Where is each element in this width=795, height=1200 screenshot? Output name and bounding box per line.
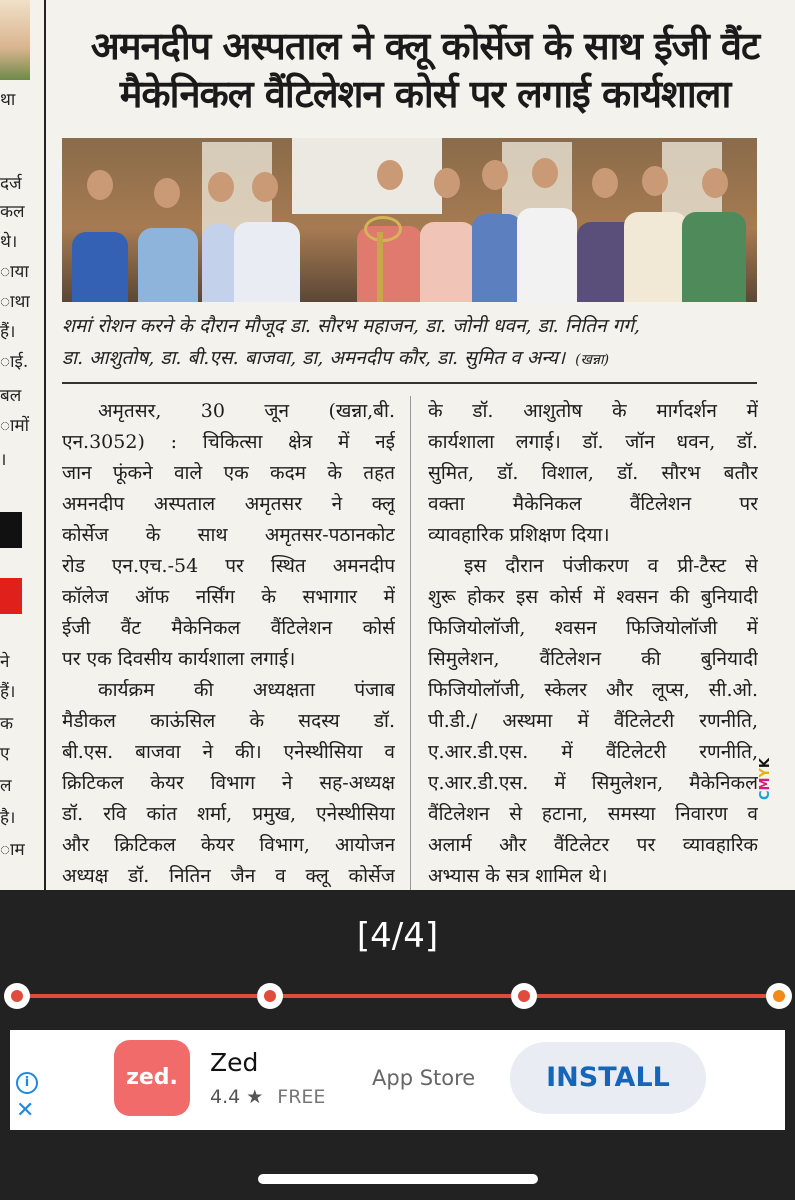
side-fragment: ल xyxy=(0,776,12,796)
side-fragment: क xyxy=(0,714,14,734)
install-button[interactable]: INSTALL xyxy=(510,1042,706,1114)
side-fragment: है। xyxy=(0,808,16,828)
column-line: सिमुलेशन, वैंटिलेशन की बुनियादी xyxy=(428,648,758,670)
column-divider xyxy=(410,396,411,890)
black-block xyxy=(0,512,22,548)
column-line: पी.डी./ अस्थमा में वैंटिलेटरी रणनीति, xyxy=(428,710,758,732)
column-line: क्रिटिकल केयर विभाग ने सह-अध्यक्ष xyxy=(62,772,395,794)
side-fragment: ए xyxy=(0,744,10,764)
column-line: ईजी वैंट मैकेनिकल वैंटिलेशन कोर्स xyxy=(62,617,395,639)
side-fragment: । xyxy=(0,450,7,470)
caption-divider xyxy=(62,382,757,384)
side-fragment: ामों xyxy=(0,416,30,436)
column-line: पर एक दिवसीय कार्यशाला लगाई। xyxy=(62,648,296,670)
column-line: बी.एस. बाजवा ने की। एनेस्थीसिया व xyxy=(62,741,395,763)
column-line: शुरू होकर इस कोर्स में श्वसन की बुनियादी xyxy=(428,586,758,608)
info-icon[interactable]: i xyxy=(16,1072,38,1094)
app-icon[interactable]: zed. xyxy=(114,1040,190,1116)
app-price: FREE xyxy=(277,1086,326,1108)
caption-credit: (खन्ना) xyxy=(575,352,610,368)
column-line: सुमित, डॉ. विशाल, डॉ. सौरभ बतौर xyxy=(428,462,758,484)
side-fragment: ाथा xyxy=(0,292,30,312)
headline-line-1: अमनदीप अस्पताल ने क्लू कोर्सेज के साथ ईजी वैंट xyxy=(90,24,760,68)
column-line: ए.आर.डी.एस. में सिमुलेशन, मैकेनिकल xyxy=(428,772,758,794)
column-line: अलार्म और वैंटिलेटर पर व्यावहारिक xyxy=(428,834,758,856)
article-photo xyxy=(62,138,757,302)
page-dot-1[interactable] xyxy=(4,983,30,1009)
column-line: कॉलेज ऑफ नर्सिंग के सभागार में xyxy=(62,586,395,608)
red-block xyxy=(0,578,22,614)
side-fragment: ने xyxy=(0,652,10,672)
side-fragment: कल xyxy=(0,202,25,222)
page-slider-track[interactable] xyxy=(17,994,779,998)
column-line: एन.3052) : चिकित्सा क्षेत्र में नई xyxy=(62,431,395,453)
column-line: डॉ. रवि कांत शर्मा, प्रमुख, एनेस्थीसिया xyxy=(62,803,395,825)
page-dot-2[interactable] xyxy=(257,983,283,1009)
column-line: व्यावहारिक प्रशिक्षण दिया। xyxy=(428,524,610,546)
side-fragment: बल xyxy=(0,386,22,406)
side-fragment: हैं। xyxy=(0,322,16,342)
column-line: रोड एन.एच.-54 पर स्थित अमनदीप xyxy=(62,555,395,577)
column-line: कोर्सेज के साथ अमृतसर-पठानकोट xyxy=(62,524,395,546)
column-line: फिजियोलॉजी, श्वसन फिजियोलॉजी में xyxy=(428,617,758,639)
column-line: मैडीकल काऊंसिल के सदस्य डॉ. xyxy=(62,710,395,732)
side-fragment: ाई. xyxy=(0,352,29,372)
close-icon[interactable]: ✕ xyxy=(16,1098,35,1123)
rating-value: 4.4 ★ xyxy=(210,1086,264,1108)
column-line: अध्यक्ष डॉ. नितिन जैन व क्लू कोर्सेज xyxy=(62,865,395,887)
column-line: के डॉ. आशुतोष के मार्गदर्शन में xyxy=(428,400,758,422)
store-label: App Store xyxy=(372,1066,476,1090)
column-line: कार्यक्रम की अध्यक्षता पंजाब xyxy=(98,679,395,701)
side-fragment: हैं। xyxy=(0,682,16,702)
page-counter: [4/4] xyxy=(356,916,439,956)
page-dot-4-current[interactable] xyxy=(766,983,792,1009)
column-line: वक्ता मैकेनिकल वैंटिलेशन पर xyxy=(428,493,758,515)
thumbnail-photo xyxy=(0,0,30,80)
home-indicator[interactable] xyxy=(258,1174,538,1184)
cmyk-print-mark: CMYK xyxy=(758,758,773,800)
column-line: कार्यशाला लगाई। डॉ. जॉन धवन, डॉ. xyxy=(428,431,758,453)
side-fragment: ाया xyxy=(0,262,29,282)
article-column-1 xyxy=(62,396,395,890)
article-column-2 xyxy=(428,396,758,890)
column-line: अमृतसर, 30 जून (खन्ना,बी. xyxy=(98,400,395,422)
column-line: ए.आर.डी.एस. में वैंटिलेटरी रणनीति, xyxy=(428,741,758,763)
caption-line-2: डा. आशुतोष, डा. बी.एस. बाजवा, डा, अमनदीप कौर, डा. सुमित व अन्य। (खन्ना) xyxy=(62,347,610,369)
side-fragment: दर्ज xyxy=(0,174,22,194)
column-line: और क्रिटिकल केयर विभाग, आयोजन xyxy=(62,834,395,856)
column-line: वैंटिलेशन से हटाना, समस्या निवारण व xyxy=(428,803,758,825)
app-name: Zed xyxy=(210,1048,259,1077)
headline-line-2: मैकेनिकल वैंटिलेशन कोर्स पर लगाई कार्यशाला xyxy=(119,72,731,116)
side-fragment: ाम xyxy=(0,840,25,860)
app-rating xyxy=(210,1086,325,1108)
ad-banner[interactable] xyxy=(10,1030,785,1130)
article-headline xyxy=(60,22,790,118)
side-fragment: थे। xyxy=(0,232,18,252)
column-line: इस दौरान पंजीकरण व प्री-टैस्ट से xyxy=(464,555,758,577)
column-line: अमनदीप अस्पताल अमृतसर ने क्लू xyxy=(62,493,395,515)
column-line: फिजियोलॉजी, स्केलर और लूप्स, सी.ओ. xyxy=(428,679,758,701)
page-dot-3[interactable] xyxy=(511,983,537,1009)
side-fragment: था xyxy=(0,90,16,110)
caption-line-1: शमां रोशन करने के दौरान मौजूद डा. सौरभ महाजन, डा. जोनी धवन, डा. नितिन गर्ग, xyxy=(62,315,640,337)
column-line: जान फूंकने वाले एक कदम के तहत xyxy=(62,462,395,484)
column-line: अभ्यास के सत्र शामिल थे। xyxy=(428,865,608,887)
previous-column-fragment xyxy=(0,0,46,890)
photo-caption xyxy=(62,310,762,376)
